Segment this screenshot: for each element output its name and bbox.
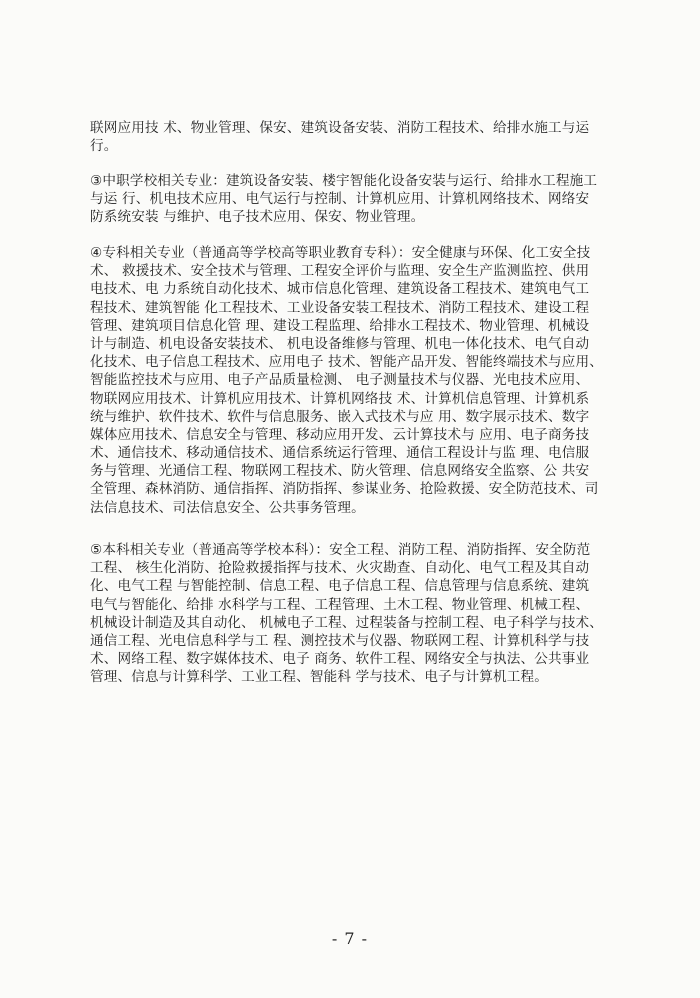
paragraph-continuation (90, 119, 638, 155)
text-line: 防系统安装 与维护、电子技术应用、保安、物业管理。 (90, 209, 425, 226)
text-line: 化技术、电子信息工程技术、应用电子 技术、智能产品开发、智能终端技术与应用、 (90, 354, 603, 371)
text-line: 媒体应用技术、信息安全与管理、移动应用开发、云计算技术与 应用、电子商务技 (90, 426, 590, 443)
text-line: 管理、信息与计算科学、工业工程、智能科 学与技术、电子与计算机工程。 (90, 669, 549, 686)
text-line: 化、电气工程 与智能控制、信息工程、电子信息工程、信息管理与信息系统、建筑 (90, 578, 590, 595)
text-line: ④专科相关专业（普通高等学校高等职业教育专科）：安全健康与环保、化工安全技 (90, 245, 591, 261)
text-line: 行。 (90, 138, 118, 155)
text-line: 术、网络工程、数字媒体技术、电子 商务、软件工程、网络安全与执法、公共事业 (90, 651, 590, 668)
text-line: 术、通信技术、移动通信技术、通信系统运行管理、通信工程设计与监 理、电信服 (90, 445, 590, 462)
paragraph-secondary-vocational (90, 172, 638, 227)
page-number: - 7 - (331, 929, 369, 948)
text-line: 电技术、电 力系统自动化技术、城市信息化管理、建筑设备工程技术、建筑电气工 (90, 281, 590, 298)
text-line: 与运 行、机电技术应用、电气运行与控制、计算机应用、计算机网络技术、网络安 (90, 191, 590, 208)
text-line: 统与维护、软件技术、软件与信息服务、嵌入式技术与应 用、数字展示技术、数字 (90, 408, 590, 425)
text-line: 物联网应用技术、计算机应用技术、计算机网络技 术、计算机信息管理、计算机系 (90, 390, 590, 407)
text-line: ③中职学校相关专业：建筑设备安装、楼宇智能化设备安装与运行、给排水工程施工 (90, 173, 598, 189)
text-line: 术、 救援技术、安全技术与管理、工程安全评价与监理、安全生产监测监控、供用 (90, 263, 590, 280)
text-line: 联网应用技 术、物业管理、保安、建筑设备安装、消防工程技术、给排水施工与运 (90, 120, 590, 136)
text-line: 电气与智能化、给排 水科学与工程、工程管理、土木工程、物业管理、机械工程、 (90, 596, 590, 613)
text-line: 全管理、森林消防、通信指挥、消防指挥、参谋业务、抢险救援、安全防范技术、司 (90, 481, 599, 498)
text-line: 计与制造、机电设备安装技术、 机电设备维修与管理、机电一体化技术、电气自动 (90, 335, 590, 352)
text-line: 机械设计制造及其自动化、 机械电子工程、过程装备与控制工程、电子科学与技术、 (90, 614, 603, 631)
paragraph-junior-college (90, 244, 638, 517)
text-line: 智能监控技术与应用、电子产品质量检测、 电子测量技术与仪器、光电技术应用、 (90, 372, 590, 389)
text-line: 管理、建筑项目信息化管 理、建设工程监理、给排水工程技术、物业管理、机械设 (90, 317, 590, 334)
text-line: 务与管理、光通信工程、物联网工程技术、防火管理、信息网络安全监察、公 共安 (90, 463, 590, 480)
text-line: ⑤本科相关专业（普通高等学校本科）：安全工程、消防工程、消防指挥、安全防范 (90, 542, 591, 558)
text-line: 工程、 核生化消防、抢险救援指挥与技术、火灾勘查、自动化、电气工程及其自动 (90, 560, 590, 577)
text-line: 程技术、建筑智能 化工程技术、工业设备安装工程技术、消防工程技术、建设工程 (90, 299, 590, 316)
text-line: 通信工程、光电信息科学与工 程、测控技术与仪器、物联网工程、计算机科学与技 (90, 632, 590, 649)
paragraph-undergraduate (90, 541, 638, 687)
text-line: 法信息技术、司法信息安全、公共事务管理。 (90, 499, 365, 516)
